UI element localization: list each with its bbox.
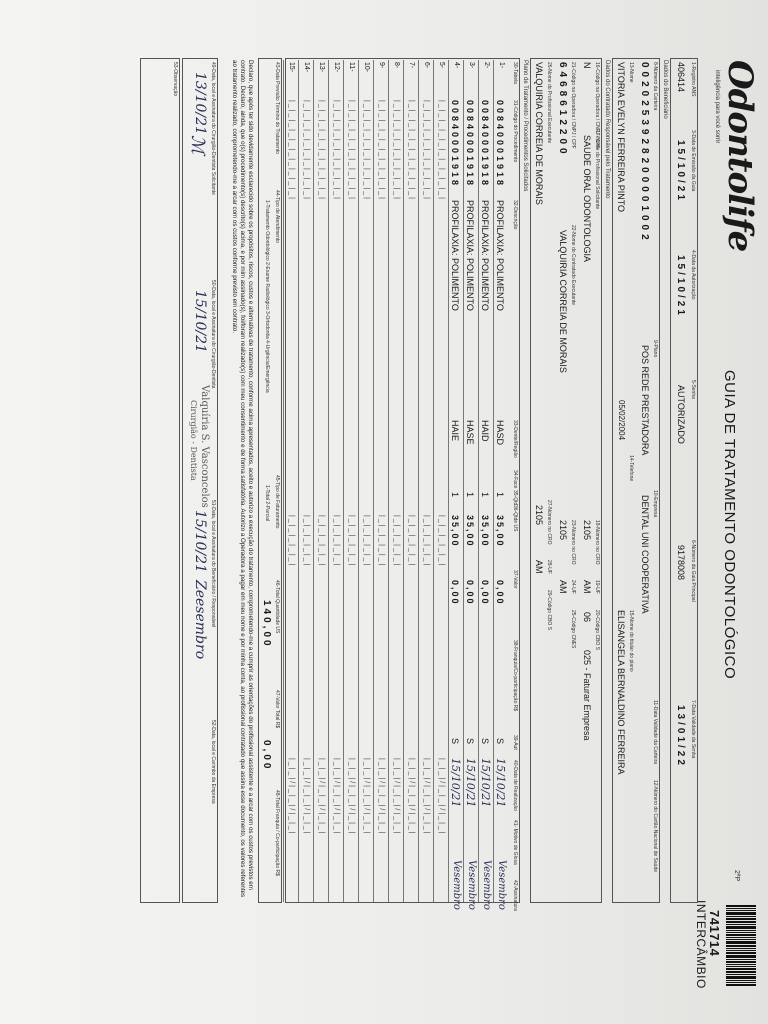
procedure-value: 0,00 bbox=[450, 580, 460, 606]
column-header: 35-Qtd bbox=[512, 490, 518, 506]
validade-carteira-label: 11-Data Validade da Carteira bbox=[652, 700, 658, 765]
tooth-region: HAIE bbox=[450, 420, 460, 442]
brand-logo: Odontolife bbox=[720, 60, 760, 252]
senha: AUTORIZADO bbox=[676, 385, 686, 444]
nome: VITORIA EVELYN FERREIRA PINTO bbox=[616, 62, 626, 213]
stamp-role: Cirurgião - Dentista bbox=[189, 400, 198, 481]
data-autorizacao-label: 4-Data da Autorização bbox=[690, 250, 696, 300]
table-row-line bbox=[328, 60, 329, 902]
sig1-label: 49-Data, local e Assinatura do Cirurgião-Dentista Solicitante bbox=[210, 62, 216, 195]
sig1-handwriting: 13/10/21 bbox=[192, 72, 208, 135]
sig3-handwriting: 15/10/21 bbox=[192, 510, 208, 573]
table-row-line bbox=[298, 60, 299, 902]
total-valor-label: 47-Valor Total R$ bbox=[274, 690, 280, 729]
empty-value-boxes: |_|_|_|_|_| bbox=[363, 515, 370, 568]
page-tag: 2ªP bbox=[733, 870, 740, 882]
row-number: 2- bbox=[483, 62, 490, 69]
solicitante-nome: SAUDE ORAL ODONTOLOGIA bbox=[582, 135, 592, 263]
empresa: DENTAL UNI COOPERATIVA bbox=[640, 495, 650, 614]
row-number: 1- bbox=[498, 62, 505, 69]
empty-value-boxes: |_|_|_|_|_| bbox=[378, 515, 385, 568]
empty-date-boxes: |_|_|/|_|_|/|_|_| bbox=[333, 758, 340, 836]
solicitante-nome-label: 17-Nome do Profissional Solicitante bbox=[594, 130, 600, 210]
table-row-line bbox=[358, 60, 359, 902]
solicitante-cod-label: 16-Código na Operadora / CNPJ / CPF bbox=[594, 62, 600, 149]
row-number: 12- bbox=[333, 62, 340, 73]
column-header: 38-Franquia/Co-participação R$ bbox=[512, 640, 518, 712]
cro2: 2105 bbox=[558, 520, 568, 541]
empty-date-boxes: |_|_|/|_|_|/|_|_| bbox=[348, 758, 355, 836]
observation-box bbox=[140, 58, 180, 903]
procedure-qty: 1 bbox=[495, 492, 505, 498]
data-autorizacao: 15/10/21 bbox=[675, 255, 686, 318]
empty-value-boxes: |_|_|_|_|_| bbox=[318, 515, 325, 568]
table-row-line bbox=[403, 60, 404, 902]
empty-code-boxes: |_|_|_|_|_|_|_|_|_|_| bbox=[423, 100, 430, 201]
empty-date-boxes: |_|_|/|_|_|/|_|_| bbox=[438, 758, 445, 836]
procedure-us: 35,00 bbox=[495, 515, 505, 548]
column-header: 30-Tabela bbox=[512, 62, 518, 84]
solicitante-cod: N bbox=[582, 62, 592, 69]
empty-code-boxes: |_|_|_|_|_|_|_|_|_|_| bbox=[348, 100, 355, 201]
table-row-line bbox=[373, 60, 374, 902]
titular: ELISANGELA BERNALDINO FERREIRA bbox=[616, 610, 626, 775]
cnes-label: 25-Código CNES bbox=[570, 610, 576, 649]
tooth-region: HAID bbox=[480, 420, 490, 442]
empty-value-boxes: |_|_|_|_|_| bbox=[438, 515, 445, 568]
sig3-label: 51-Data, local e Assinatura do Beneficiário / Responsável bbox=[210, 500, 216, 628]
table-row-line bbox=[418, 60, 419, 902]
empty-date-boxes: |_|_|/|_|_|/|_|_| bbox=[393, 758, 400, 836]
guide-number: 741714 bbox=[707, 910, 722, 957]
empty-date-boxes: |_|_|/|_|_|/|_|_| bbox=[288, 758, 295, 836]
row-number: 4- bbox=[453, 62, 460, 69]
procedure-qty: 1 bbox=[480, 492, 490, 498]
data-emissao: 15/10/21 bbox=[675, 140, 686, 203]
uf2: AM bbox=[558, 580, 568, 594]
tipo-atendimento-label: 44-Tipo de Atendimento bbox=[274, 190, 280, 243]
cro: 2105 bbox=[582, 520, 592, 541]
beneficiario-section: Dados do Beneficiário bbox=[662, 60, 668, 119]
empty-code-boxes: |_|_|_|_|_|_|_|_|_|_| bbox=[378, 100, 385, 201]
column-header: 31-Código do Procedimento bbox=[512, 100, 518, 163]
procedure-code: 00840001918 bbox=[465, 100, 475, 189]
empty-value-boxes: |_|_|_|_|_| bbox=[303, 515, 310, 568]
procedure-code: 00840001918 bbox=[450, 100, 460, 189]
uf3: AM bbox=[534, 560, 544, 574]
row-number: 13- bbox=[318, 62, 325, 73]
column-header: 39-Aut bbox=[512, 735, 518, 750]
procedure-aut: S bbox=[450, 738, 460, 745]
contratado-section: Dados do Contratado Responsável pelo Tratamento bbox=[604, 60, 610, 199]
validade-senha-label: 7-Data Validade da Senha bbox=[690, 700, 696, 759]
table-row-line bbox=[313, 60, 314, 902]
row-number: 5- bbox=[438, 62, 445, 69]
procedure-description: PROFILAXIA: POLIMENTO bbox=[465, 200, 475, 311]
procedure-us: 35,00 bbox=[480, 515, 490, 548]
procedure-code: 00840001918 bbox=[480, 100, 490, 189]
row-number: 15- bbox=[288, 62, 295, 73]
empty-value-boxes: |_|_|_|_|_| bbox=[393, 515, 400, 568]
guide-type: INTERCÂMBIO bbox=[694, 900, 708, 989]
plano: POS REDE PRESTADORA bbox=[640, 345, 650, 456]
uf2-label: 24-UF bbox=[570, 580, 576, 594]
procedure-value: 0,00 bbox=[495, 580, 505, 606]
row-number: 10- bbox=[363, 62, 370, 73]
telefone-label: 14-Telefone bbox=[628, 455, 634, 482]
procedure-us: 35,00 bbox=[465, 515, 475, 548]
procedure-description: PROFILAXIA: POLIMENTO bbox=[495, 200, 505, 311]
cns-label: 12-Número do Cartão Nacional de Saúde bbox=[652, 780, 658, 872]
plano-label: 9-Plano bbox=[652, 340, 658, 358]
empty-value-boxes: |_|_|_|_|_| bbox=[408, 515, 415, 568]
row-number: 7- bbox=[408, 62, 415, 69]
tipo-faturamento-opts: 1-Total 2-Parcial bbox=[264, 485, 270, 522]
empresa-label: 10-Empresa bbox=[652, 490, 658, 518]
nome-label: 13-Nome bbox=[628, 62, 634, 83]
total-franquia-label: 48-Total Franquia / Co-participação R$ bbox=[274, 790, 280, 876]
cbo-label: 20-Código CBO S bbox=[594, 610, 600, 651]
column-header: 33-Dente/Região bbox=[512, 420, 518, 458]
registro-ans-label: 1-Registro ANS bbox=[690, 62, 696, 97]
declaration-text: Declaro, que após ter sido devidamente esclarecido sobre os propósitos, riscos, custos e alternativas de tratamento, conforme acima apresentados, aceito e autorizo a execução do tratamento, comprometendo-me a cumprir as orientações do profissional assistente e a arcar com os custos previstos em contrato. Declaro, ainda, que o(s) procedimento(s) descrito(s) acima, e por mim assinado(s), foi/foram realizado(s) com meu consentimento e de forma satisfatória. Autorizo a Operadora a pagar em meu nome e por minha conta, ao profissional contratado que assina esse documento, os valores referentes ao tratamento realizado, comprometendo-me a arcar com os custos conforme previsto em contrato. bbox=[231, 60, 254, 898]
sig4-label: 52-Data, local e Carimbo da Empresa bbox=[210, 720, 216, 804]
data-emissao-label: 3-Data de Emissão da Guia bbox=[690, 130, 696, 192]
cbo: 06 bbox=[582, 612, 592, 623]
prof-exec: VALQUIRIA CORREIA DE MORAIS bbox=[534, 62, 544, 205]
column-header: 34-Face bbox=[512, 470, 518, 489]
barcode-image bbox=[726, 905, 756, 986]
column-header: 36-Qtde US bbox=[512, 505, 518, 532]
row-signature: Vesembro bbox=[496, 860, 507, 910]
carteira-label: 8-Número da Carteira bbox=[652, 62, 658, 111]
total-us-label: 46-Total Quantidade US bbox=[274, 580, 280, 634]
validade-senha: 13/01/22 bbox=[675, 705, 686, 768]
column-header: 40-Data de Realização bbox=[512, 760, 518, 811]
procedure-qty: 1 bbox=[465, 492, 475, 498]
realization-date: 15/10/21 bbox=[464, 758, 477, 808]
senha-label: 5-Senha bbox=[690, 380, 696, 399]
empty-date-boxes: |_|_|/|_|_|/|_|_| bbox=[408, 758, 415, 836]
sig1-scribble: ℳ bbox=[187, 135, 208, 155]
cro2-label: 23-Número no CRO bbox=[570, 520, 576, 565]
row-signature: Vesembro bbox=[466, 860, 477, 910]
procedure-value: 0,00 bbox=[480, 580, 490, 606]
realization-date: 15/10/21 bbox=[479, 758, 492, 808]
row-number: 8- bbox=[393, 62, 400, 69]
column-header: 42-Assinatura bbox=[512, 880, 518, 911]
tipo-atendimento-opts: 1-Tratamento Odontológico 2-Exame Radiológico 3-Ortodontia 4-Urgência/Emergência bbox=[264, 200, 270, 393]
column-header: 32-Descrição bbox=[512, 200, 518, 230]
column-header: 37-Valor bbox=[512, 570, 518, 589]
empty-date-boxes: |_|_|/|_|_|/|_|_| bbox=[378, 758, 385, 836]
uf3-label: 28-UF bbox=[546, 560, 552, 574]
empty-code-boxes: |_|_|_|_|_|_|_|_|_|_| bbox=[333, 100, 340, 201]
previsao-label: 43-Data Previsão Término do Tratamento bbox=[274, 62, 280, 154]
total-valor: 0,00 bbox=[261, 740, 272, 772]
tipo-faturamento-label: 45-Tipo de Faturamento bbox=[274, 475, 280, 529]
guia-principal-label: 6-Número da Guia Principal bbox=[690, 540, 696, 602]
empty-code-boxes: |_|_|_|_|_|_|_|_|_|_| bbox=[318, 100, 325, 201]
nascimento: 05/02/2004 bbox=[617, 400, 626, 441]
uf-label: 19-UF bbox=[594, 580, 600, 594]
sig2-handwriting: 15/10/21 bbox=[192, 290, 208, 353]
empty-date-boxes: |_|_|/|_|_|/|_|_| bbox=[303, 758, 310, 836]
procedure-code: 00840001918 bbox=[495, 100, 505, 189]
empty-code-boxes: |_|_|_|_|_|_|_|_|_|_| bbox=[288, 100, 295, 201]
uf: AM bbox=[582, 580, 592, 594]
tooth-region: HASD bbox=[495, 420, 505, 446]
row-number: 11- bbox=[348, 62, 355, 72]
cbo3-label: 29-Código CBO S bbox=[546, 590, 552, 631]
table-row-line bbox=[343, 60, 344, 902]
table-row-line bbox=[388, 60, 389, 902]
table-row-line bbox=[283, 60, 284, 902]
procedure-aut: S bbox=[465, 738, 475, 745]
procedure-us: 35,00 bbox=[450, 515, 460, 548]
empty-date-boxes: |_|_|/|_|_|/|_|_| bbox=[423, 758, 430, 836]
empty-value-boxes: |_|_|_|_|_| bbox=[348, 515, 355, 568]
cro3: 2105 bbox=[534, 505, 544, 526]
total-us: 140,00 bbox=[261, 600, 272, 649]
procedure-value: 0,00 bbox=[465, 580, 475, 606]
row-number: 14- bbox=[303, 62, 310, 73]
row-signature: Vesembro bbox=[481, 860, 492, 910]
operadora-cod-label: 21-Código na Operadora / CNPJ / CPF bbox=[570, 62, 576, 149]
page-title: GUIA DE TRATAMENTO ODONTOLÓGICO bbox=[721, 370, 738, 680]
guia-principal: 9178008 bbox=[676, 545, 686, 581]
row-number: 6- bbox=[423, 62, 430, 69]
procedure-aut: S bbox=[495, 738, 505, 745]
titular-label: 15-Nome do titular do plano bbox=[628, 610, 634, 672]
procedures-section: Plano de Tratamento / Procedimentos Solicitados bbox=[522, 60, 528, 192]
empty-value-boxes: |_|_|_|_|_| bbox=[333, 515, 340, 568]
sig2-label: 50-Data, local e Assinatura do Cirurgião-Dentista bbox=[210, 280, 216, 389]
row-number: 3- bbox=[468, 62, 475, 69]
carteira: 0020253928200001002 bbox=[639, 62, 650, 244]
empty-value-boxes: |_|_|_|_|_| bbox=[288, 515, 295, 568]
stamp-name: Valquíria S. Vasconcelos bbox=[199, 385, 210, 508]
sig3-scribble: Zeesembro bbox=[192, 580, 208, 660]
obs-label: 53-Observação bbox=[172, 62, 178, 97]
procedure-description: PROFILAXIA: POLIMENTO bbox=[450, 200, 460, 311]
empty-code-boxes: |_|_|_|_|_|_|_|_|_|_| bbox=[363, 100, 370, 201]
row-number: 9- bbox=[378, 62, 385, 69]
empty-date-boxes: |_|_|/|_|_|/|_|_| bbox=[363, 758, 370, 836]
realization-date: 15/10/21 bbox=[494, 758, 507, 808]
procedure-description: PROFILAXIA: POLIMENTO bbox=[480, 200, 490, 311]
realization-date: 15/10/21 bbox=[449, 758, 462, 808]
tooth-region: HASE bbox=[465, 420, 475, 445]
empty-code-boxes: |_|_|_|_|_|_|_|_|_|_| bbox=[408, 100, 415, 201]
row-signature: Vesembro bbox=[451, 860, 462, 910]
executante-nome-label: 22-Nome do Contratado Executante bbox=[570, 225, 576, 306]
empty-date-boxes: |_|_|/|_|_|/|_|_| bbox=[318, 758, 325, 836]
empty-code-boxes: |_|_|_|_|_|_|_|_|_|_| bbox=[393, 100, 400, 201]
procedure-aut: S bbox=[480, 738, 490, 745]
empty-code-boxes: |_|_|_|_|_|_|_|_|_|_| bbox=[438, 100, 445, 201]
procedure-qty: 1 bbox=[450, 492, 460, 498]
cro-label: 18-Número no CRO bbox=[594, 520, 600, 565]
operadora-cod: 6468612200 bbox=[557, 62, 568, 158]
table-row-line bbox=[433, 60, 434, 902]
prof-exec-label: 26-Nome do Profissional Executante bbox=[546, 62, 552, 144]
empty-code-boxes: |_|_|_|_|_|_|_|_|_|_| bbox=[303, 100, 310, 201]
cbo-desc: 025 - Faturar Empresa bbox=[582, 650, 592, 741]
registro-ans: 406414 bbox=[676, 62, 686, 93]
executante-nome: VALQUIRIA CORREIA DE MORAIS bbox=[558, 230, 568, 373]
brand-tagline: inteligência para você sorrir bbox=[714, 70, 720, 144]
cro3-label: 27-Número no CRO bbox=[546, 500, 552, 545]
empty-value-boxes: |_|_|_|_|_| bbox=[423, 515, 430, 568]
column-header: 41- Motivo de Glosa bbox=[512, 820, 518, 865]
